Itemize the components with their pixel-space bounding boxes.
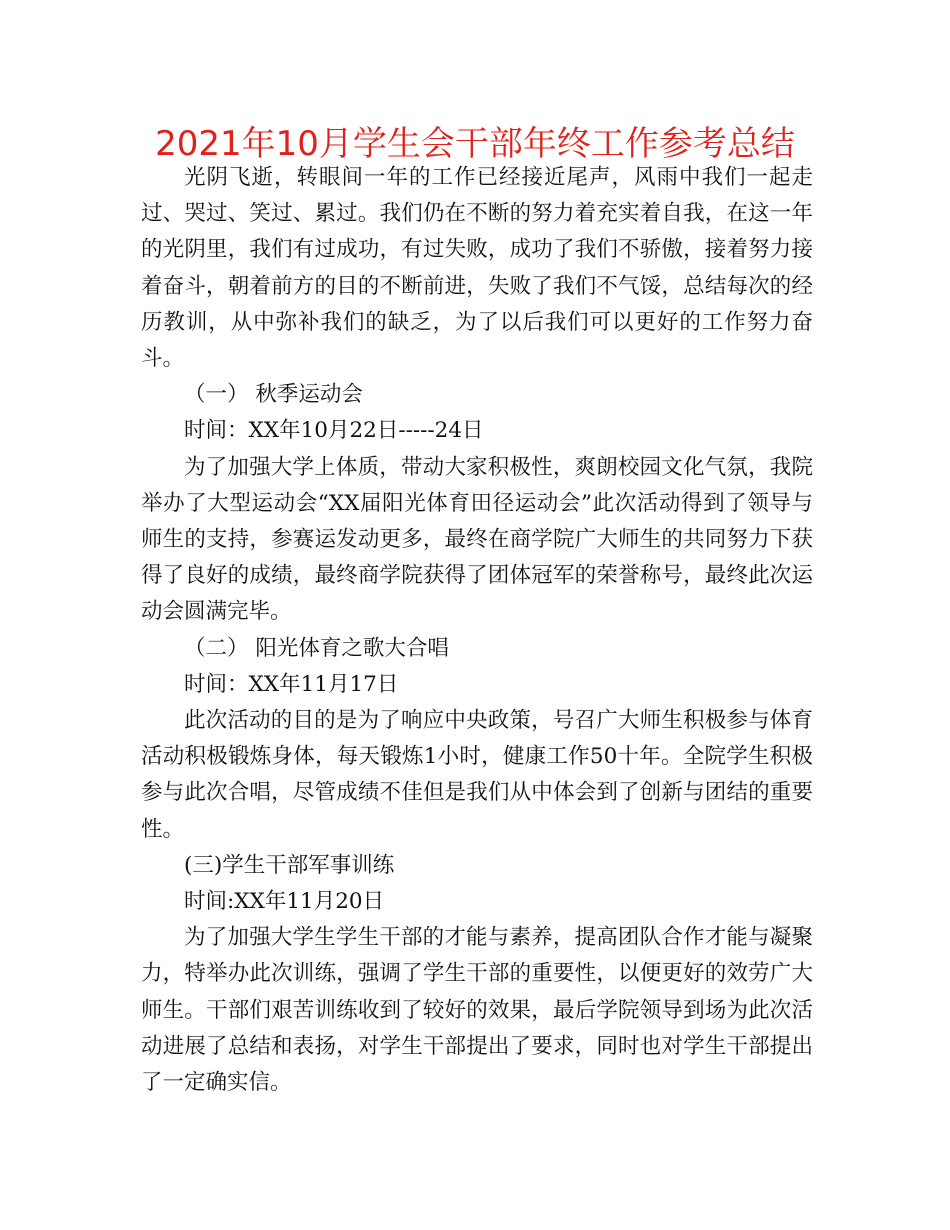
section-paragraph-3: 为了加强大学生学生干部的才能与素养，提高团队合作才能与凝聚力，特举办此次训练，强调了学生干部的重要性，以便更好的效劳广大师生。干部们艰苦训练收到了较好的效果，最后学院领导到场为此次活动进展了总结和表扬，对学生干部提出了要求，同时也对学生干部提出了一定确实信。 [141, 925, 813, 1096]
section-time-3: 时间:XX年11月20日 [184, 889, 385, 915]
section-paragraph-2: 此次活动的目的是为了响应中央政策，号召广大师生积极参与体育活动积极锻炼身体，每天锻炼1小时，健康工作50十年。全院学生积极参与此次合唱，尽管成绩不佳但是我们从中体会到了创新与团结的重要性。 [141, 708, 813, 842]
document-body [141, 160, 813, 1101]
section-heading-2: （二） 阳光体育之歌大合唱 [184, 635, 449, 661]
document-title: 2021年10月学生会干部年终工作参考总结 [155, 124, 795, 164]
section-heading-3: (三)学生干部军事训练 [184, 852, 395, 878]
intro-paragraph: 光阴飞逝，转眼间一年的工作已经接近尾声，风雨中我们一起走过、哭过、笑过、累过。我们仍在不断的努力着充实着自我，在这一年的光阴里，我们有过成功，有过失败，成功了我们不骄傲，接着努力接着奋斗，朝着前方的目的不断前进，失败了我们不气馁，总结每次的经历教训，从中弥补我们的缺乏，为了以后我们可以更好的工作努力奋斗。 [141, 165, 813, 372]
section-time-1: 时间：XX年10月22日-----24日 [184, 418, 484, 444]
section-heading-1: （一） 秋季运动会 [184, 382, 363, 408]
section-paragraph-1: 为了加强大学上体质，带动大家积极性，爽朗校园文化气氛，我院举办了大型运动会“XX届阳光体育田径运动会”此次活动得到了领导与师生的支持，参赛运发动更多，最终在商学院广大师生的共同努力下获得了良好的成绩，最终商学院获得了团体冠军的荣誉称号，最终此次运动会圆满完毕。 [141, 454, 813, 625]
section-time-2: 时间：XX年11月17日 [184, 671, 399, 697]
